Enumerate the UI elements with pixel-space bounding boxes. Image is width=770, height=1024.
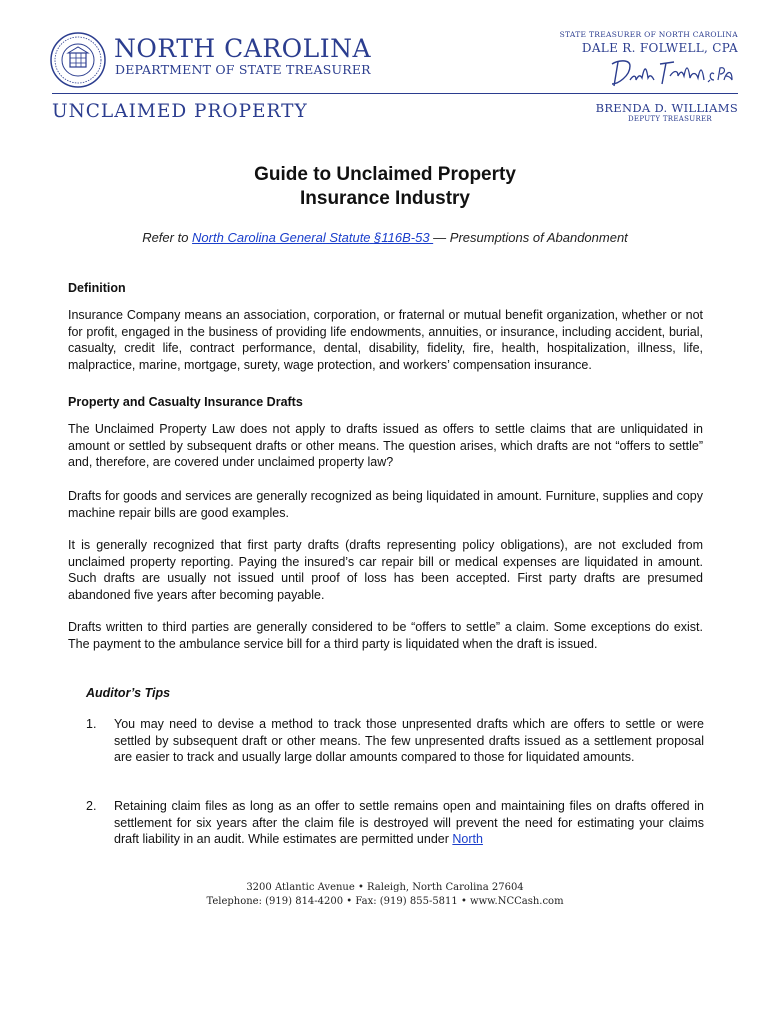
list-text-wrap xyxy=(114,798,704,848)
section-name: UNCLAIMED PROPERTY xyxy=(52,101,308,122)
document-title-line-2: Insurance Industry xyxy=(300,188,470,209)
definition-paragraph: Insurance Company means an association, corporation, or fraternal or mutual benefit organization, whether or not for profit, engaged in the business of providing life endowments, annuities, or insurance, including accident, burial, casualty, credit life, contract performance, dental, disability, fidelity, fire, health, hospitalization, illness, life, malpractice, marine, mortgage, surety, wage protection, and workers’ compensation insurance. xyxy=(68,308,703,373)
drafts-paragraph-4: Drafts written to third parties are generally considered to be “offers to settle” a claim. Some exceptions do exist. The payment to the ambulance service bill for a third party is liquidated when the draft is issued. xyxy=(68,620,703,651)
auditor-tips-heading: Auditor’s Tips xyxy=(86,686,171,700)
drafts-paragraph-3: It is generally recognized that first party drafts (drafts representing policy obligations), are not excluded from unclaimed property reporting. Paying the insured’s car repair bill or medical expenses are liquidated in amount. Such drafts are usually not issued until proof of loss has been accepted. First party drafts are presumed abandoned five years after becoming payable. xyxy=(68,538,703,603)
drafts-heading: Property and Casualty Insurance Drafts xyxy=(68,395,303,409)
statute-link-north[interactable]: North xyxy=(452,832,483,847)
reference-prefix: Refer to xyxy=(142,230,193,245)
drafts-paragraph-1: The Unclaimed Property Law does not apply to drafts issued as offers to settle claims that are unliquidated in amount or settled by subsequent drafts or other means. The question arises, which drafts are not “offers to settle” and, therefore, are covered under unclaimed property law? xyxy=(68,422,703,470)
footer-address: 3200 Atlantic Avenue • Raleigh, North Carolina 27604 xyxy=(246,882,524,893)
state-treasurer-seal-icon xyxy=(50,32,106,88)
document-title-line-1: Guide to Unclaimed Property xyxy=(254,164,516,185)
list-number: 2. xyxy=(86,799,97,813)
drafts-paragraph-2: Drafts for goods and services are generally recognized as being liquidated in amount. Furniture, supplies and copy machine repair bills are good examples. xyxy=(68,489,703,520)
agency-name: NORTH CAROLINA xyxy=(114,34,372,63)
list-item xyxy=(86,798,704,848)
treasurer-signature xyxy=(608,54,736,90)
reference-suffix: — Presumptions of Abandonment xyxy=(433,230,628,245)
footer-contact: Telephone: (919) 814-4200 • Fax: (919) 855-5811 • www.NCCash.com xyxy=(206,896,564,907)
statute-link[interactable]: North Carolina General Statute §116B-53 xyxy=(192,230,434,245)
list-number: 1. xyxy=(86,717,97,731)
department-name: DEPARTMENT OF STATE TREASURER xyxy=(115,62,371,77)
header-divider xyxy=(52,93,738,94)
list-item xyxy=(86,716,704,766)
deputy-title: DEPUTY TREASURER xyxy=(628,115,712,123)
treasurer-title: STATE TREASURER OF NORTH CAROLINA xyxy=(559,30,738,39)
list-text: You may need to devise a method to track those unpresented drafts which are offers to settle or were settled by subsequent draft or other means. The few unpresented drafts issued as a settlement proposal are easier to track and usually large dollar amounts compared to those for liquidated amounts. xyxy=(114,717,704,765)
definition-heading: Definition xyxy=(68,281,126,295)
list-text: Retaining claim files as long as an offer to settle remains open and maintaining files on drafts offered in settlement for six years after the claim file is destroyed will prevent the need for estimating your claims draft liability in an audit. While estimates are permitted under xyxy=(114,799,704,847)
treasurer-name: DALE R. FOLWELL, CPA xyxy=(581,41,738,55)
deputy-name: BRENDA D. WILLIAMS xyxy=(595,101,738,115)
statute-reference xyxy=(0,230,770,245)
